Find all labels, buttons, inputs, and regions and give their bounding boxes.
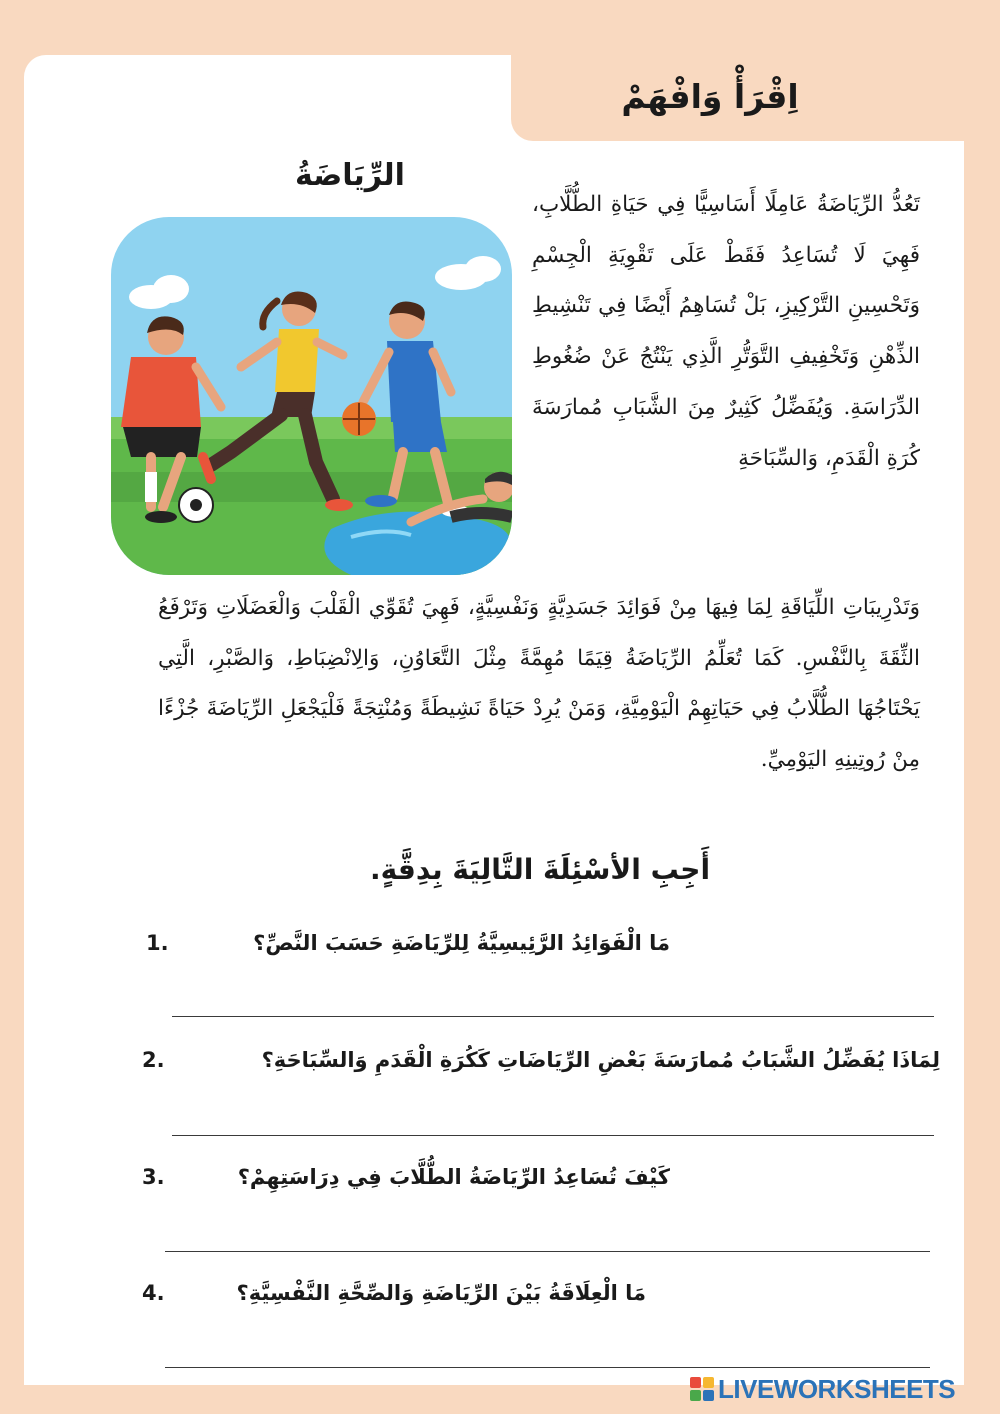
worksheet-title: اِقْرَأْ وَافْهَمْ: [621, 77, 799, 116]
question-number-1: 1.: [146, 931, 169, 955]
question-number-3: 3.: [142, 1165, 165, 1189]
question-number-2: 2.: [142, 1048, 165, 1072]
answer-line-4[interactable]: [165, 1367, 930, 1368]
question-text-1: مَا الْفَوَائِدُ الرَّئِيسِيَّةُ لِلرِّيَاضَةِ حَسَبَ النَّصِّ؟: [253, 931, 670, 955]
reading-paragraph-top: تَعُدُّ الرِّيَاضَةُ عَامِلًا أَسَاسِيًّا فِي حَيَاةِ الطُّلَّابِ، فَهِيَ لَا تُسَاعِدُ فَقَطْ عَلَى تَقْوِيَةِ الْجِسْمِ وَتَحْسِينِ التَّرْكِيزِ، بَلْ تُسَاهِمُ أَيْضًا فِي تَنْشِيطِ الذِّهْنِ وَتَخْفِيفِ التَّوَتُّرِ الَّذِي يَنْتُجُ عَنْ ضُغُوطِ الدِّرَاسَةِ. وَيُفَضِّلُ كَثِيرٌ مِنَ الشَّبَابِ مُمارَسَةَ كُرَةِ الْقَدَمِ، وَالسِّبَاحَةِ: [532, 192, 920, 471]
question-text-3: كَيْفَ تُسَاعِدُ الرِّيَاضَةُ الطُّلَّابَ فِي دِرَاسَتِهِمْ؟: [237, 1165, 670, 1189]
question-text-2: لِمَاذَا يُفَضِّلُ الشَّبَابُ مُمارَسَةَ بَعْضِ الرِّيَاضَاتِ كَكُرَةِ الْقَدَمِ وَالسِّبَاحَةِ؟: [261, 1048, 940, 1072]
question-text-4: مَا الْعِلَاقَةُ بَيْنَ الرِّيَاضَةِ وَالصِّحَّةِ النَّفْسِيَّةِ؟: [236, 1281, 646, 1305]
story-title: الرِّيَاضَةُ: [295, 158, 405, 193]
questions-instruction: أَجِبِ الأسْئِلَةَ التَّالِيَةَ بِدِقَّةٍ.: [369, 853, 711, 886]
liveworksheets-logo-icon: [690, 1377, 714, 1401]
answer-line-1[interactable]: [172, 1016, 934, 1017]
answer-line-3[interactable]: [165, 1251, 930, 1252]
liveworksheets-brand[interactable]: [690, 1374, 990, 1404]
sports-illustration: [111, 217, 512, 575]
brand-name: LIVEWORKSHEETS: [718, 1373, 956, 1404]
reading-paragraph-bottom: وَتَدْرِيبَاتِ اللِّيَاقَةِ لِمَا فِيهَا مِنْ فَوَائِدَ جَسَدِيَّةٍ وَنَفْسِيَّةٍ، فَهِيَ تُقَوِّي الْقَلْبَ وَالْعَضَلَاتِ وَتَرْفَعُ الثِّقَةَ بِالنَّفْسِ. كَمَا تُعَلِّمُ الرِّيَاضَةُ قِيَمًا مُهِمَّةً مِثْلَ التَّعَاوُنِ، وَالِانْضِبَاطِ، وَالصَّبْرِ، الَّتِي يَحْتَاجُهَا الطُّلَّابُ فِي حَيَاتِهِمْ الْيَوْمِيَّةِ، وَمَنْ يُرِدْ حَيَاةً نَشِيطَةً وَمُنْتِجَةً فَلْيَجْعَلِ الرِّيَاضَةَ جُزْءًا مِنْ رُوتِينِهِ اليَوْمِيِّ.: [158, 595, 920, 773]
question-number-4: 4.: [142, 1281, 165, 1305]
answer-line-2[interactable]: [172, 1135, 934, 1136]
